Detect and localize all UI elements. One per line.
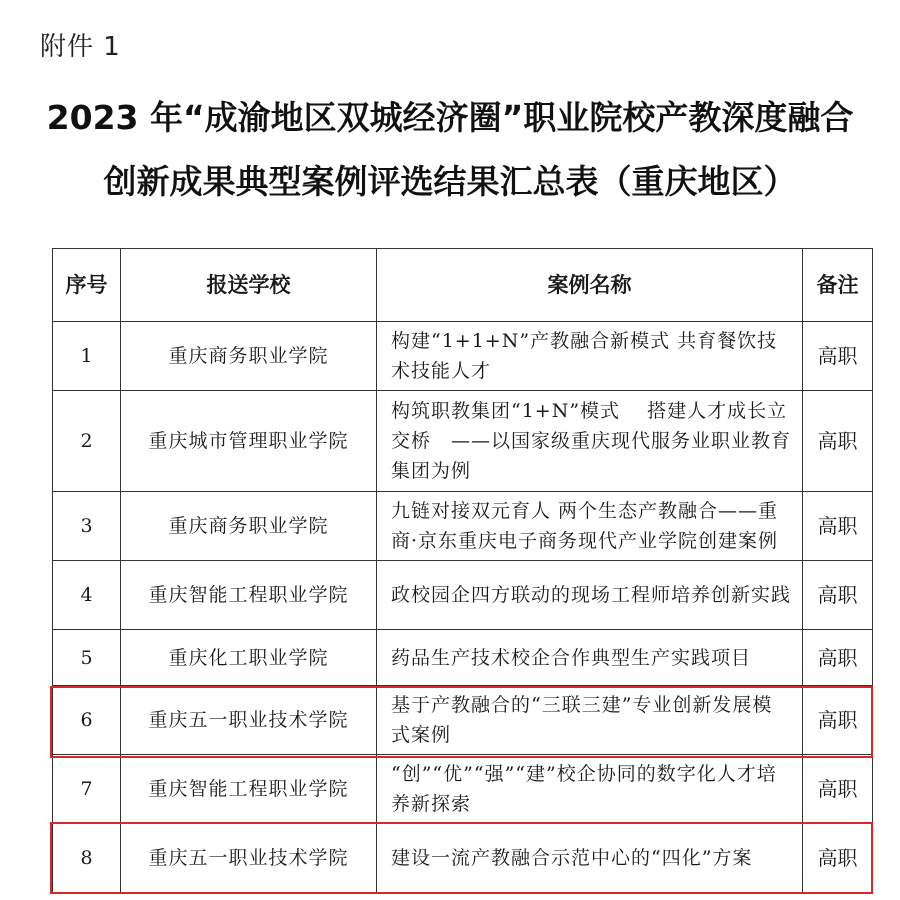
row-school: 重庆商务职业学院 xyxy=(121,322,377,391)
table-row xyxy=(53,755,873,824)
row-case-name: 建设一流产教融合示范中心的“四化”方案 xyxy=(377,824,803,893)
row-number: 8 xyxy=(53,824,121,893)
row-case-name: “创”“优”“强”“建”校企协同的数字化人才培养新探索 xyxy=(377,755,803,824)
row-school: 重庆五一职业技术学院 xyxy=(121,686,377,755)
row-note: 高职 xyxy=(803,686,873,755)
row-case-name: 构筑职教集团“1+N”模式 搭建人才成长立交桥 ——以国家级重庆现代服务业职业教育集团为例 xyxy=(377,391,803,492)
column-header-school: 报送学校 xyxy=(121,249,377,322)
row-number: 2 xyxy=(53,391,121,492)
column-header-note: 备注 xyxy=(803,249,873,322)
table-row xyxy=(53,630,873,686)
row-note: 高职 xyxy=(803,561,873,630)
document-title-line-1: 2023 年“成渝地区双城经济圈”职业院校产教深度融合 xyxy=(46,98,854,137)
row-case-name: 基于产教融合的“三联三建”专业创新发展模式案例 xyxy=(377,686,803,755)
column-header-case-name: 案例名称 xyxy=(377,249,803,322)
row-note: 高职 xyxy=(803,630,873,686)
table-row xyxy=(53,824,873,893)
table-row xyxy=(53,686,873,755)
attachment-label: 附件 1 xyxy=(40,32,121,62)
row-number: 7 xyxy=(53,755,121,824)
table-row xyxy=(53,322,873,391)
results-table xyxy=(52,248,873,893)
row-school: 重庆智能工程职业学院 xyxy=(121,755,377,824)
table-header-row xyxy=(53,249,873,322)
row-case-name: 政校园企四方联动的现场工程师培养创新实践 xyxy=(377,561,803,630)
row-school: 重庆化工职业学院 xyxy=(121,630,377,686)
document-title-line-2: 创新成果典型案例评选结果汇总表（重庆地区） xyxy=(103,162,797,201)
column-header-number: 序号 xyxy=(53,249,121,322)
row-number: 4 xyxy=(53,561,121,630)
row-note: 高职 xyxy=(803,824,873,893)
row-case-name: 药品生产技术校企合作典型生产实践项目 xyxy=(377,630,803,686)
row-number: 1 xyxy=(53,322,121,391)
row-note: 高职 xyxy=(803,755,873,824)
row-number: 6 xyxy=(53,686,121,755)
row-case-name: 构建“1+1+N”产教融合新模式 共育餐饮技术技能人才 xyxy=(377,322,803,391)
table-row xyxy=(53,391,873,492)
row-note: 高职 xyxy=(803,391,873,492)
row-note: 高职 xyxy=(803,322,873,391)
row-school: 重庆五一职业技术学院 xyxy=(121,824,377,893)
row-number: 5 xyxy=(53,630,121,686)
table-row xyxy=(53,561,873,630)
row-note: 高职 xyxy=(803,492,873,561)
table-row xyxy=(53,492,873,561)
row-case-name: 九链对接双元育人 两个生态产教融合——重商·京东重庆电子商务现代产业学院创建案例 xyxy=(377,492,803,561)
row-school: 重庆商务职业学院 xyxy=(121,492,377,561)
row-number: 3 xyxy=(53,492,121,561)
row-school: 重庆智能工程职业学院 xyxy=(121,561,377,630)
row-school: 重庆城市管理职业学院 xyxy=(121,391,377,492)
